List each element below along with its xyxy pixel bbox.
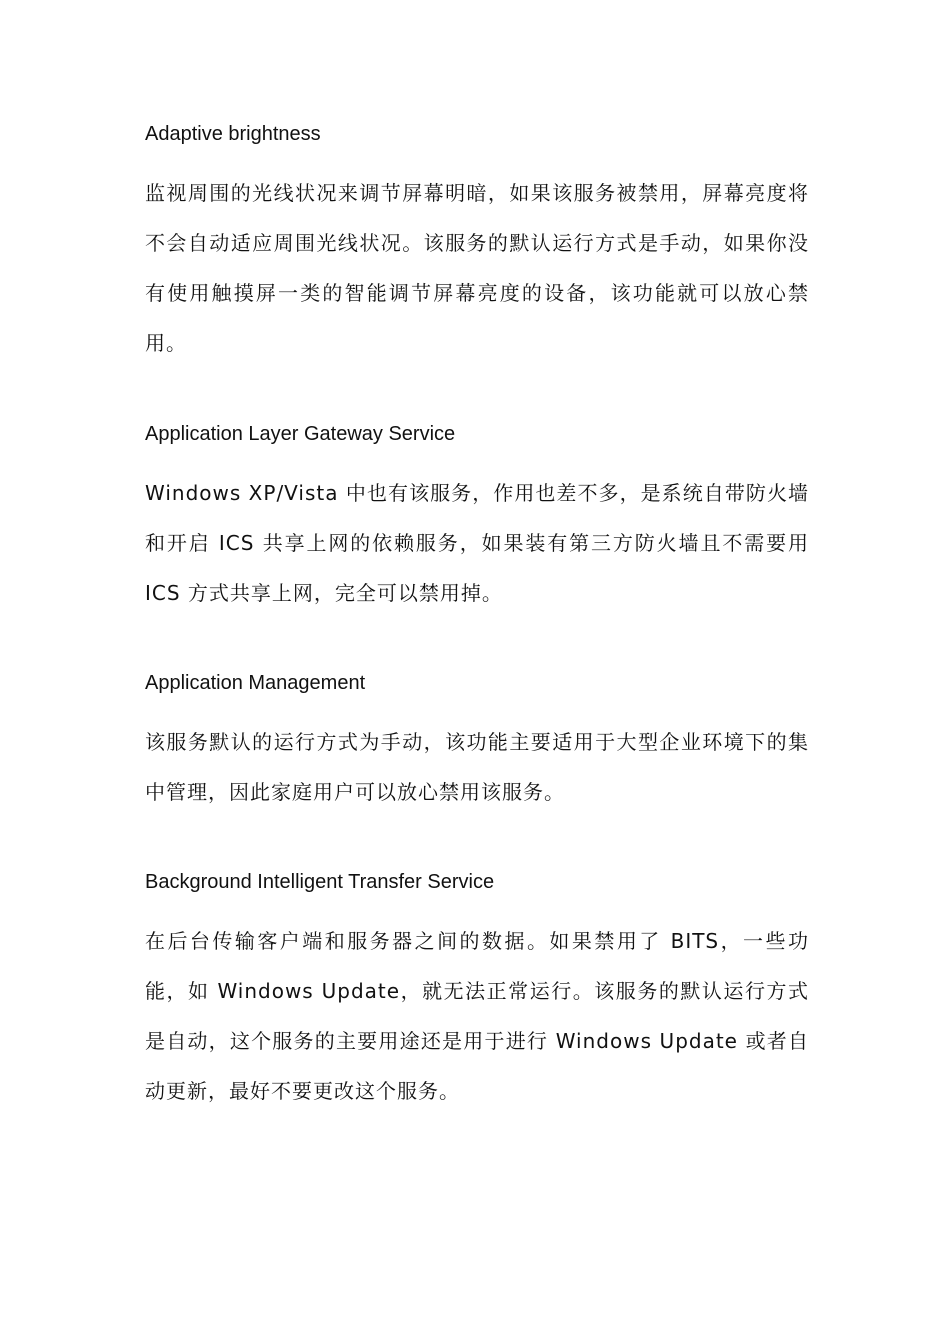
section-body: Windows XP/Vista 中也有该服务，作用也差不多，是系统自带防火墙和开启 ICS 共享上网的依赖服务，如果装有第三方防火墙且不需要用 ICS 方式共享上网，完全可以禁用掉。 — [145, 481, 809, 605]
section-body: 在后台传输客户端和服务器之间的数据。如果禁用了 BITS，一些功能，如 Windows Update，就无法正常运行。该服务的默认运行方式是自动，这个服务的主要用途还是用于进行 Windows Update 或者自动更新，最好不要更改这个服务。 — [145, 929, 809, 1103]
service-section-bits — [145, 866, 809, 1116]
service-section-application-management — [145, 667, 809, 817]
service-section-application-layer-gateway — [145, 418, 809, 618]
section-heading: Application Management — [145, 672, 366, 694]
section-heading: Adaptive brightness — [145, 123, 321, 145]
section-body: 该服务默认的运行方式为手动，该功能主要适用于大型企业环境下的集中管理，因此家庭用户可以放心禁用该服务。 — [145, 730, 809, 804]
service-section-adaptive-brightness — [145, 118, 809, 368]
section-heading: Background Intelligent Transfer Service — [145, 871, 495, 893]
section-heading: Application Layer Gateway Service — [145, 423, 456, 445]
section-body: 监视周围的光线状况来调节屏幕明暗，如果该服务被禁用，屏幕亮度将不会自动适应周围光线状况。该服务的默认运行方式是手动，如果你没有使用触摸屏一类的智能调节屏幕亮度的设备，该功能就可以放心禁用。 — [145, 181, 809, 355]
